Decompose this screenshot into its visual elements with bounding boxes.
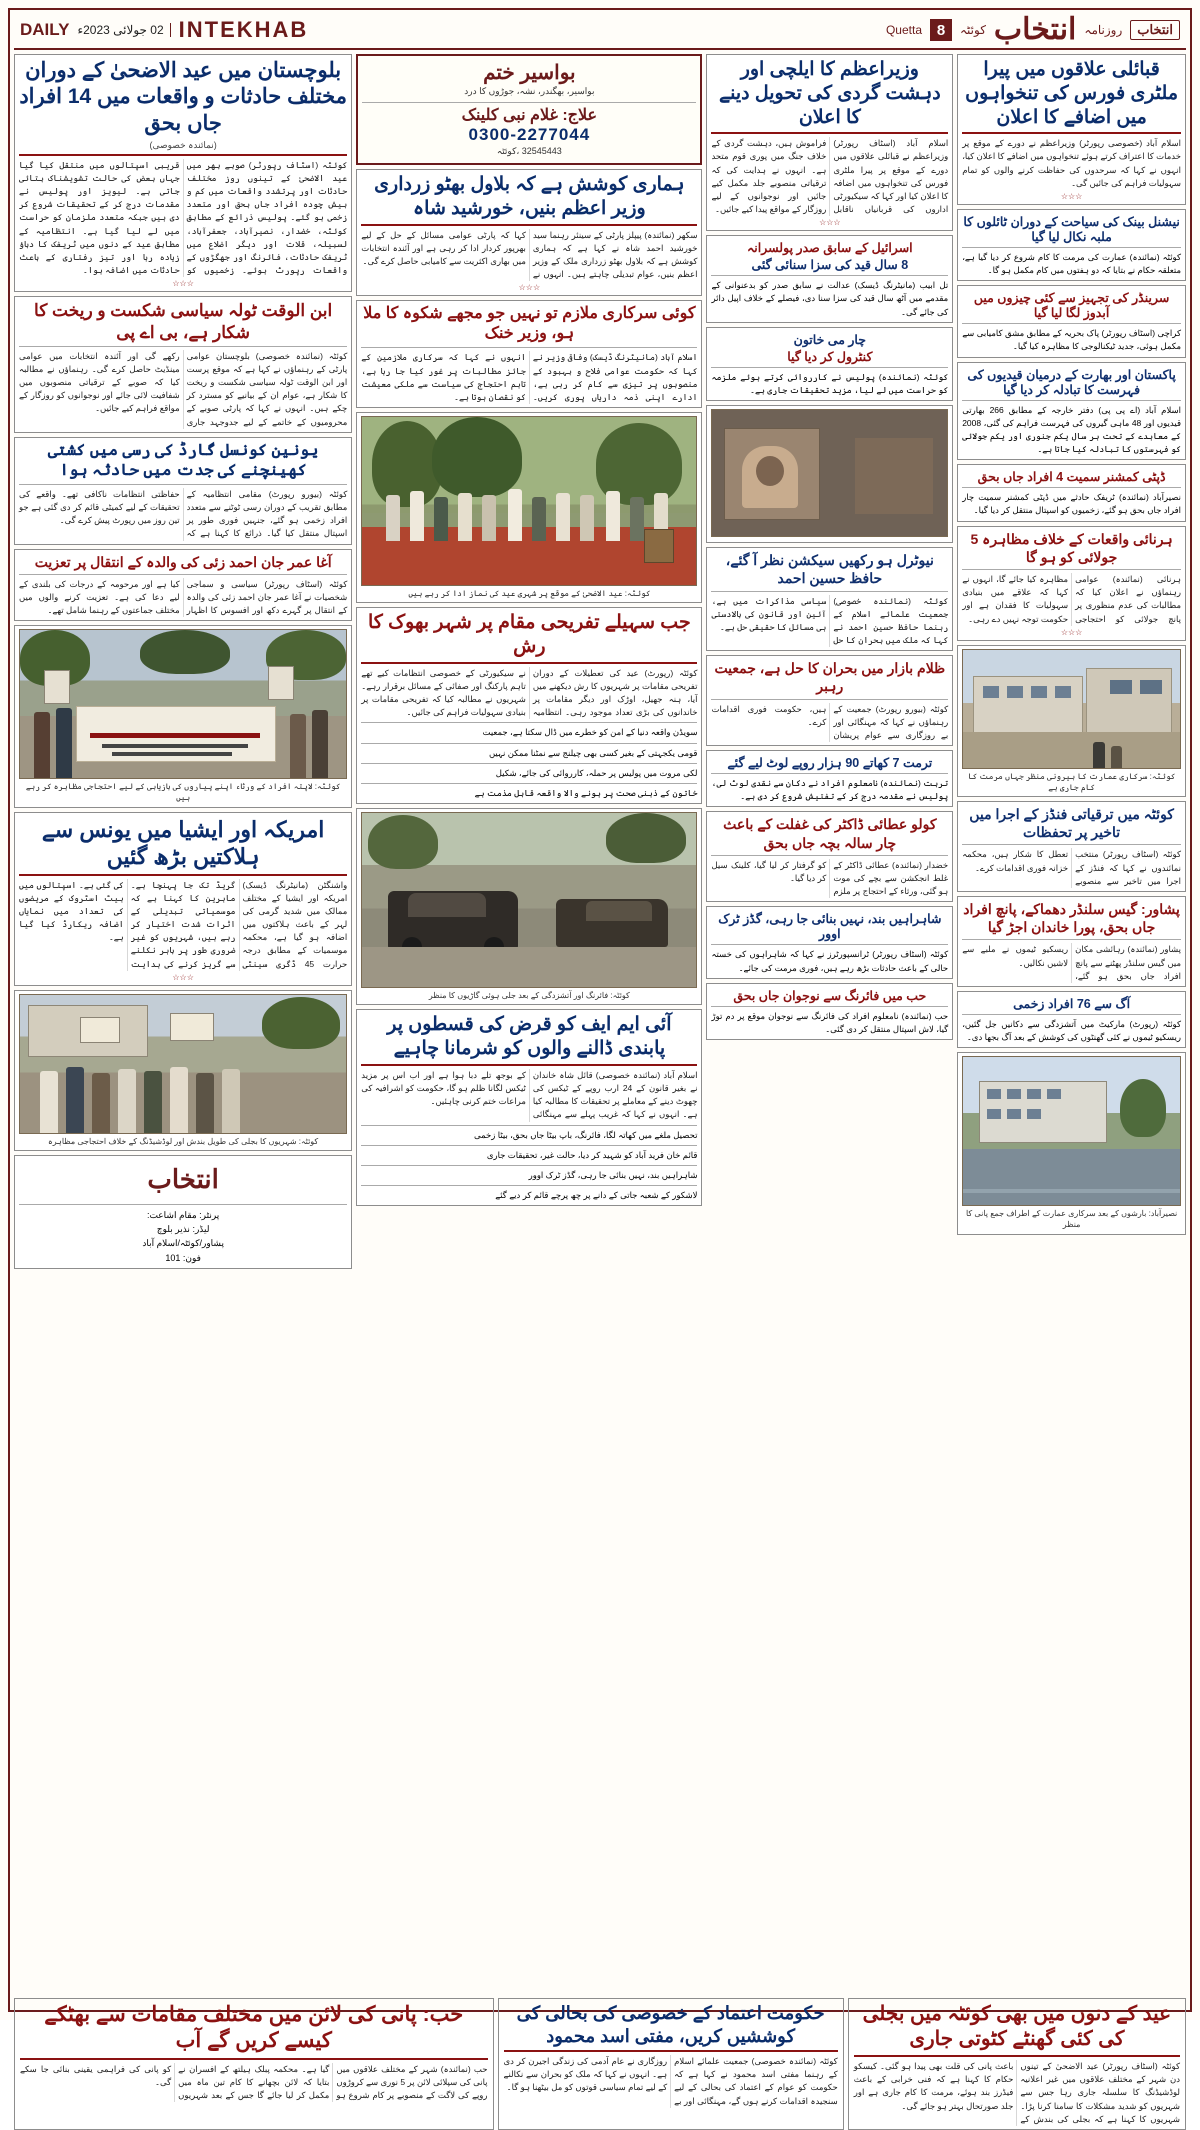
- article-c2-body: کوئٹہ (نمائندہ خصوصی) جمعیت علمائے اسلام کے رہنما حافظ حسین احمد نے کہا کہ ملک میں بحران کا حل سیاسی مذاکرات میں ہے، آئین اور قانون کی بالادستی ہی مسائل کا حقیقی حل ہے۔: [711, 595, 949, 646]
- article-b3-point-3: لکی مروت میں پولیس پر حملہ، کارروائی کی جائے، شکیل: [495, 767, 698, 778]
- article-a1-headline: بلوچستان میں عید الاضحیٰ کے دوران مختلف حادثات و واقعات میں 14 افراد جاں بحق: [19, 59, 347, 135]
- article-b1: [356, 169, 702, 296]
- photo-a1-caption: کوئٹہ: لاپتہ افراد کے ورثاء اپنے پیاروں کی بازیابی کے لیے احتجاجی مظاہرہ کر رہے ہیں: [25, 782, 341, 803]
- bottom-left-body: کوئٹہ (اسٹاف رپورٹر) عید الاضحیٰ کے تینوں دن شہر کے مختلف علاقوں میں غیر اعلانیہ لوڈشیڈنگ کا سلسلہ جاری رہا جس سے شہریوں کو شدید مشکلات کا سامنا کرنا پڑا۔ شہریوں کا کہنا ہے کہ بجلی کی بندش کے باعث پانی کی قلت بھی پیدا ہو گئی۔ کیسکو حکام کا کہنا ہے کہ فنی خرابی کے باعث فیڈرز بند ہوئے، مرمت کا کام جاری ہے اور جلد صورتحال بہتر ہو جائے گی۔: [853, 2061, 1180, 2124]
- endmark: ☆☆☆: [518, 283, 541, 293]
- ad-title: بواسیر ختم: [483, 62, 576, 84]
- bottom-article-middle: [498, 1998, 844, 2130]
- endmark: ☆☆☆: [1060, 627, 1083, 637]
- article-a4-body: کوئٹہ (اسٹاف رپورٹر) سیاسی و سماجی شخصیات نے آغا عمر جان احمد زئی کی والدہ کے انتقال پر گہرے دکھ اور افسوس کا اظہار کیا ہے اور مرحومہ کے درجات کی بلندی کے لیے دعا کی ہے۔ تعزیت کرنے والوں میں مختلف جماعتوں کے رہنما شامل تھے۔: [19, 578, 348, 616]
- masthead-logo: انتخاب: [1130, 20, 1180, 40]
- article-b4-point-3: شاہراہیں بند، نہیں بنائی جا رہی، گڈز ٹرک اوور: [528, 1169, 698, 1180]
- masthead-title-latin: INTEKHAB: [178, 17, 309, 42]
- bottom-left-headline: عید کے دنوں میں بھی کوئٹہ میں بجلی کی کئی گھنٹے کٹوتی جاری: [862, 2003, 1172, 2050]
- endmark: ☆☆☆: [172, 972, 194, 982]
- brief-c-2-subhead: کنٹرول کر دیا گیا: [787, 349, 873, 364]
- brief-c-1-subhead: 8 سال قید کی سزا سنائی گئی: [751, 258, 909, 273]
- article-a3: [14, 437, 352, 545]
- imprint-block: [14, 1155, 352, 1269]
- article-a1-body: کوئٹہ (اسٹاف رپورٹر) صوبے بھر میں عید الاضحیٰ کے تینوں روز مختلف حادثات اور پرتشدد واقعات میں کم و بیش چودہ افراد جاں بحق اور متعدد زخمی ہو گئے۔ پولیس ذرائع کے مطابق کوئٹہ، خضدار، نصیرآباد، جعفرآباد، لسبیلہ، قلات اور دیگر اضلاع میں ٹریفک حادثات، فائرنگ اور جھگڑوں کے واقعات رپورٹ ہوئے۔ زخمیوں کو قریبی اسپتالوں میں منتقل کیا گیا جہاں بعض کی حالت تشویشناک بتائی جاتی ہے۔ لیویز اور پولیس نے مقدمات درج کر کے تحقیقات شروع کر دی ہیں جبکہ متعدد ملزمان کو حراست میں لے لیا گیا ہے۔ انتظامیہ کے مطابق عید کے دنوں میں ٹریفک کا دباؤ زیادہ رہا اور تیز رفتاری کے باعث حادثات میں اضافہ ہوا۔: [19, 159, 348, 276]
- brief-d-4-body: نصیرآباد (نمائندہ) ٹریفک حادثے میں ڈپٹی کمشنر سمیت چار افراد جاں بحق ہو گئے، زخمیوں کو اسپتال منتقل کر دیا گیا۔: [962, 492, 1181, 516]
- article-a5-headline: امریکہ اور ایشیا میں یونس سے ہلاکتیں بڑھ گئیں: [41, 816, 325, 870]
- photo-a1-figure: [14, 625, 352, 807]
- brief-d-3-headline: پاکستان اور بھارت کے درمیان قیدیوں کی فہرست کا تبادلہ کر دیا گیا: [967, 367, 1176, 397]
- masthead-subtitle: روزنامہ: [1084, 23, 1123, 37]
- photo-b1-eid-prayer: [361, 416, 697, 586]
- article-d3: [957, 801, 1186, 892]
- ad-clinic-name: علاج: غلام نبی کلینک: [461, 106, 598, 124]
- article-b3-body: کوئٹہ (رپورٹ) عید کی تعطیلات کے دوران تفریحی مقامات پر شہریوں کا رش دیکھنے میں آیا، ہنہ جھیل، اوڑک اور دیگر مقامات پر خاندانوں کی بڑی تعداد موجود رہی۔ انتظامیہ نے سیکیورٹی کے خصوصی انتظامات کیے تھے تاہم پارکنگ اور صفائی کے مسائل برقرار رہے۔ شہریوں نے مطالبہ کیا کہ تفریحی مقامات پر بنیادی سہولیات فراہم کی جائیں۔: [361, 667, 698, 718]
- masthead: [14, 14, 1186, 50]
- article-b4-point-4: لاشکور کے شعبہ جاتی کے دانے پر چھ پرچے قائم کر دیے گئے: [495, 1190, 698, 1201]
- article-b4-point-2: قائم خان فرید آباد کو شہید کر دیا، حالت غیر، تحقیقات جاری: [486, 1149, 698, 1160]
- article-c7-headline: حب میں فائرنگ سے نوجوان جاں بحق: [733, 988, 927, 1003]
- photo-a2-caption: کوئٹہ: شہریوں کا بجلی کی طویل بندش اور لوڈشیڈنگ کے خلاف احتجاجی مظاہرہ: [48, 1136, 319, 1146]
- article-c1: [706, 54, 953, 231]
- article-b4-headline: آئی ایم ایف کو قرض کی قسطوں پر پابندی ڈالنے والوں کو شرمانا چاہیے: [387, 1014, 672, 1060]
- article-c6-body: کوئٹہ (اسٹاف رپورٹر) ٹرانسپورٹرز نے کہا کہ شاہراہوں کی خستہ حالی کے باعث حادثات بڑھ رہے ہیں، فوری مرمت کی جائے۔: [711, 949, 949, 973]
- article-c3: [706, 655, 953, 746]
- article-b3-point-2: قومی یکجہتی کے بغیر کسی بھی چیلنج سے نمٹنا ممکن نہیں: [488, 747, 698, 758]
- article-a3-headline: یونین کونسل گارڈ کی رسی میں کشتی کھینچنے کی جدت میں حادثہ ہوا: [47, 441, 319, 479]
- article-d4: [957, 896, 1186, 987]
- masthead-title-urdu: انتخاب: [993, 13, 1077, 46]
- brief-d-4-headline: ڈپٹی کمشنر سمیت 4 افراد جاں بحق: [977, 470, 1166, 485]
- brief-d-3: [957, 362, 1186, 461]
- brief-c-1-headline: اسرائیل کے سابق صدر پولسرانہ: [746, 241, 913, 256]
- ad-extra: 32545443 ،کوئٹہ: [496, 145, 562, 156]
- photo-d2-caption: نصیرآباد: بارشوں کے بعد سرکاری عمارت کے اطراف جمع پانی کا منظر: [965, 1209, 1178, 1230]
- article-a1-byline: (نمائندہ خصوصی): [149, 139, 217, 150]
- article-d1-headline: قبائلی علاقوں میں پیرا ملٹری فورس کی تنخواہوں میں اضافے کا اعلان: [965, 59, 1178, 128]
- article-b4-body: اسلام آباد (نمائندہ خصوصی) قائل شاہ خاندان نے بغیر قانون کے 24 ارب روپے کے ٹیکس کی چھوٹ دینے کے معاملے پر تحقیقات کا مطالبہ کیا ہے۔ انہوں نے کہا کہ غریب پہلے سے مہنگائی کے بوجھ تلے دبا ہوا ہے اور اب اس پر مزید ٹیکس لگانا ظلم ہو گا، حکومت کو اشرافیہ کی مراعات ختم کرنی چاہئیں۔: [361, 1069, 698, 1120]
- article-c6-headline: شاہراہیں بند، نہیں بنائی جا رہی، گڈز ٹرک اوور: [718, 912, 942, 942]
- article-d5-body: کوئٹہ (رپورٹ) مارکیٹ میں آتشزدگی سے دکانیں جل گئیں، ریسکیو ٹیموں نے کئی گھنٹوں کی کوشش کے بعد آگ بجھا دی۔: [962, 1018, 1181, 1043]
- article-c6: [706, 906, 953, 978]
- article-c2-headline: نیوٹرل ہو رکھیں سیکشن نظر آ گئے، حافظ حسین احمد: [725, 552, 934, 587]
- photo-d1-caption: کوئٹہ: سرکاری عمارت کا بیرونی منظر جہاں مرمت کا کام جاری ہے: [967, 771, 1176, 792]
- photo-b1-caption: کوئٹہ: عید الاضحیٰ کے موقع پر شہری عید کی نماز ادا کر رہے ہیں: [408, 589, 651, 599]
- brief-c-1: [706, 235, 953, 323]
- article-a5-body: واشنگٹن (مانیٹرنگ ڈیسک) امریکہ اور ایشیا کے مختلف ممالک میں شدید گرمی کی لہر کے باعث ہلاکتوں میں اضافہ ہو گیا ہے، محکمہ موسمیات کے مطابق درجہ حرارت 45 ڈگری سینٹی گریڈ تک جا پہنچا ہے۔ ماہرین کا کہنا ہے کہ موسمیاتی تبدیلی کے اثرات شدت اختیار کر رہے ہیں، شہریوں کو غیر ضروری طور پر باہر نکلنے سے گریز کرنے کی ہدایت کی گئی ہے۔ اسپتالوں میں ہیٹ اسٹروک کے مریضوں کی تعداد میں نمایاں اضافہ ریکارڈ کیا گیا ہے۔: [19, 879, 348, 969]
- photo-b1-figure: [356, 412, 702, 603]
- brief-d-3-body: اسلام آباد (اے پی پی) دفتر خارجہ کے مطابق 266 بھارتی قیدیوں اور 48 ماہی گیروں کی فہرست فراہم کی گئی، 2008 کے معاہدے کے تحت ہر سال یکم جنوری اور یکم جولائی کو فہرستوں کا تبادلہ کیا جاتا ہے۔: [962, 404, 1182, 455]
- article-b4: [356, 1009, 702, 1206]
- article-c7: [706, 983, 953, 1040]
- article-b1-body: سکھر (نمائندہ) پیپلز پارٹی کے سینئر رہنما سید خورشید احمد شاہ نے کہا ہے کہ ہماری کوشش ہے کہ بلاول بھٹو زرداری ملک کے وزیر اعظم بنیں، عوام تبدیلی چاہتے ہیں۔ انہوں نے کہا کہ پارٹی عوامی مسائل کے حل کے لیے بھرپور کردار ادا کر رہی ہے اور آئندہ انتخابات میں بھاری اکثریت سے کامیابی حاصل کرے گی۔: [361, 229, 698, 280]
- article-b3: [356, 607, 702, 804]
- article-c2: [706, 547, 953, 651]
- article-a2-body: کوئٹہ (نمائندہ خصوصی) بلوچستان عوامی پارٹی کے رہنماؤں نے کہا ہے کہ موقع پرست اور ابن الوقت ٹولہ سیاسی شکست و ریخت کا شکار ہے، عوام ان کے بیانیے کو مسترد کر چکے ہیں۔ انہوں نے کہا کہ پارٹی صوبے کے محرومیوں کے خاتمے کے لیے جدوجہد جاری رکھے گی اور آئندہ انتخابات میں عوامی مینڈیٹ حاصل کرے گی۔ رہنماؤں نے مطالبہ کیا کہ صوبے کے ترقیاتی منصوبوں میں شفافیت لائی جائے اور نوجوانوں کو روزگار کے مواقع فراہم کیے جائیں۔: [19, 350, 348, 427]
- article-b3-point-1: سویڈن واقعہ دنیا کے امن کو خطرے میں ڈال سکتا ہے، جمعیت: [482, 727, 698, 738]
- photo-d2: [962, 1056, 1181, 1206]
- bottom-strip: [14, 1998, 1186, 2130]
- article-d3-body: کوئٹہ (اسٹاف رپورٹر) منتخب نمائندوں نے کہا کہ فنڈز کے اجرا میں تاخیر سے منصوبے تعطل کا شکار ہیں، محکمہ خزانہ فوری اقدامات کرے۔: [962, 849, 1181, 886]
- masthead-left: [20, 17, 308, 43]
- article-a4-headline: آغا عمر جان احمد زئی کی والدہ کے انتقال پر تعزیت: [34, 553, 332, 570]
- column-right: [957, 54, 1186, 1994]
- article-d4-body: پشاور (نمائندہ) رہائشی مکان میں گیس سلنڈر پھٹنے سے پانچ افراد جاں بحق ہو گئے، ریسکیو ٹیموں نے ملبے سے لاشیں نکالیں۔: [962, 944, 1181, 981]
- photo-b2-burnt-cars: [361, 812, 697, 988]
- masthead-date: 02 جولائی 2023ء: [77, 23, 170, 37]
- imprint-line-4: فون: 101: [165, 1252, 201, 1263]
- imprint-logo: انتخاب: [147, 1163, 219, 1194]
- page-number-badge: 8: [930, 19, 952, 41]
- photo-a2-figure: [14, 990, 352, 1151]
- imprint-line-3: پشاور/کوئٹہ/اسلام آباد: [142, 1238, 224, 1249]
- brief-d-1: [957, 209, 1186, 281]
- endmark: ☆☆☆: [1060, 191, 1083, 201]
- article-a2-headline: ابن الوقت ٹولہ سیاسی شکست و ریخت کا شکار ہے، بی اے پی: [34, 301, 333, 342]
- brief-d-2: [957, 285, 1186, 357]
- article-a2: [14, 296, 352, 433]
- column-center-right: [706, 54, 953, 1994]
- article-d1-body: اسلام آباد (خصوصی رپورٹر) وزیراعظم نے دورے کے موقع پر خدمات کا اعتراف کرتے ہوئے تنخواہوں میں اضافے کا اعلان کیا، انہوں نے کہا کہ سرحدوں کی حفاظت کرنے والوں کو تمام سہولیات فراہم کی جائیں گی۔: [962, 138, 1181, 188]
- article-c5-headline: کولو عطائی ڈاکٹر کی غفلت کے باعث چار سالہ بچہ جاں بحق: [723, 816, 937, 851]
- photo-b2-caption: کوئٹہ: فائرنگ اور آتشزدگی کے بعد جلی ہوئی گاڑیوں کا منظر: [428, 991, 630, 1001]
- article-a4: [14, 549, 352, 622]
- brief-c-2-body: کوئٹہ (نمائندہ) پولیس نے کارروائی کرتے ہوئے ملزمہ کو حراست میں لے لیا، مزید تحقیقات جاری ہے۔: [711, 371, 949, 395]
- advertisement-clinic: [356, 54, 702, 165]
- article-a5: [14, 812, 352, 986]
- article-c3-body: کوئٹہ (بیورو رپورٹ) جمعیت کے رہنماؤں نے کہا کہ مہنگائی اور بے روزگاری سے عوام پریشان ہیں، حکومت فوری اقدامات کرے۔: [711, 703, 949, 740]
- article-d1: [957, 54, 1186, 205]
- article-c5-body: خضدار (نمائندہ) عطائی ڈاکٹر کے غلط انجکشن سے بچے کی موت ہو گئی، ورثاء کے احتجاج پر ملزم کو گرفتار کر لیا گیا، کلینک سیل کر دیا گیا۔: [711, 859, 949, 897]
- photo-b2-figure: [356, 808, 702, 1005]
- article-c4-headline: ترمت 7 کھاتے 90 ہزار روپے لوٹ لیے گئے: [727, 756, 933, 771]
- brief-d-2-headline: سرینڈر کی تجہیز سے کئی چیزوں میں آبدوز لگا لیا گیا: [973, 291, 1170, 321]
- article-d2: [957, 526, 1186, 641]
- article-d2-headline: ہرنائی واقعات کے خلاف مظاہرہ 5 جولائی کو ہو گا: [970, 530, 1173, 565]
- photo-c1: [711, 409, 948, 537]
- article-d5: [957, 991, 1186, 1048]
- article-c1-headline: وزیراعظم کا ایلچی اور دہشت گردی کی تحویل دینے کا اعلان: [718, 59, 941, 128]
- column-center-left: [356, 54, 702, 1994]
- article-b4-point-1: تحصیل ملغے میں کھاتہ لگا، فائرنگ، باپ بیٹا جاں بحق، بیٹا زخمی: [474, 1129, 698, 1140]
- photo-a2-protest: [19, 994, 347, 1134]
- article-b2: [356, 300, 702, 408]
- masthead-city-latin: Quetta: [885, 23, 922, 37]
- brief-d-1-body: کوئٹہ (نمائندہ) عمارت کی مرمت کا کام شروع کر دیا گیا ہے، متعلقہ حکام نے بتایا کہ دو ہفتوں میں کام مکمل ہو گا۔: [962, 251, 1181, 276]
- article-a3-body: کوئٹہ (بیورو رپورٹ) مقامی انتظامیہ کے مطابق تقریب کے دوران رسی ٹوٹنے سے متعدد افراد زخمی ہو گئے، جنہیں فوری طور پر اسپتال منتقل کیا گیا۔ ذرائع کا کہنا ہے کہ حفاظتی انتظامات ناکافی تھے۔ واقعے کی تحقیقات کے لیے کمیٹی قائم کر دی گئی ہے جو تین روز میں رپورٹ پیش کرے گی۔: [19, 488, 348, 539]
- article-b1-headline: ہماری کوشش ہے کہ بلاول بھٹو زرداری وزیر اعظم بنیں، خورشید شاہ: [374, 174, 685, 219]
- photo-c1-figure: [706, 405, 953, 543]
- column-left: [14, 54, 352, 1994]
- page-frame: [8, 8, 1192, 2124]
- bottom-middle-headline: حکومت اعتماد کے خصوصی کی بحالی کی کوششیں کریں، مفتی اسد محمود: [516, 2003, 825, 2046]
- bottom-article-right: [14, 1998, 494, 2130]
- masthead-daily-label: DAILY: [20, 20, 70, 39]
- imprint-line-1: پرنٹر: مقام اشاعت:: [146, 1209, 220, 1220]
- article-b3-point-4: خاتون کے ذہنی صحت پر ہونے والا واقعہ قابل مذمت ہے: [474, 787, 698, 798]
- article-c4: [706, 750, 953, 807]
- photo-a1-protest: [19, 629, 347, 779]
- photo-d1: [962, 649, 1181, 769]
- photo-d1-figure: [957, 645, 1186, 797]
- article-d2-body: ہرنائی (نمائندہ) عوامی رہنماؤں نے اعلان کیا کہ مطالبات کی عدم منظوری پر پانچ جولائی کو احتجاجی مظاہرہ کیا جائے گا، انہوں نے کہا کہ علاقے میں بنیادی سہولیات کا فقدان ہے اور حکومت توجہ نہیں دے رہی۔: [962, 574, 1181, 624]
- photo-c1-caption: [711, 537, 948, 539]
- masthead-city-urdu: کوئٹہ: [960, 23, 986, 37]
- bottom-right-body: حب (نمائندہ) شہر کے مختلف علاقوں میں پانی کی سپلائی لائن پر 5 نوری سے کروڑوں روپے کی لاگت کے منصوبے پر کام شروع ہو گیا ہے۔ محکمہ پبلک ہیلتھ کے افسران نے بتایا کہ لائن بچھانے کا کام تین ماہ میں مکمل کر لیا جائے گا جس کے بعد شہریوں کو پانی کی فراہمی یقینی بنائی جا سکے گی۔: [20, 2063, 488, 2100]
- photo-d2-figure: [957, 1052, 1186, 1234]
- article-d4-headline: پشاور: گیس سلنڈر دھماکے، پانچ افراد جاں بحق، پورا خاندان اجڑ گیا: [963, 900, 1180, 936]
- article-d3-headline: کوئٹہ میں ترقیاتی فنڈز کے اجرا میں تاخیر پر تحفظات: [969, 806, 1174, 841]
- ad-phone[interactable]: 0300-2277044: [468, 124, 591, 144]
- brief-d-1-headline: نیشنل بینک کی سیاحت کے دوران ٹائلوں کا ملبہ نکال لیا گیا: [963, 214, 1180, 244]
- bottom-middle-body: کوئٹہ (نمائندہ خصوصی) جمعیت علمائے اسلام کے رہنما مفتی اسد محمود نے کہا ہے کہ حکومت کو عوام کے اعتماد کی بحالی کے لیے سنجیدہ اقدامات کرنے ہوں گے، مہنگائی اور بے روزگاری نے عام آدمی کی زندگی اجیرن کر دی ہے۔ انہوں نے کہا کہ ملک کو بحران سے نکالنے کے لیے تمام سیاسی قوتوں کو مل بیٹھنا ہو گا۔: [503, 2056, 838, 2106]
- article-d5-headline: آگ سے 76 افراد زخمی: [1013, 996, 1131, 1011]
- imprint-line-2: لیڈر: نذیر بلوچ: [156, 1223, 210, 1234]
- bottom-right-headline: حب: پانی کی لائن میں مختلف مقامات سے بھٹکے کیسے کریں گے آب: [44, 2003, 464, 2053]
- article-a1-lead: [14, 54, 352, 292]
- brief-c-1-body: تل ابیب (مانیٹرنگ ڈیسک) عدالت نے سابق صدر کو بدعنوانی کے مقدمے میں آٹھ سال قید کی سزا سنا دی، فیصلے کے خلاف اپیل دائر کی جائے گی۔: [711, 280, 949, 317]
- content-columns: [14, 54, 1186, 1994]
- article-b2-body: اسلام آباد (مانیٹرنگ ڈیسک) وفاقی وزیر نے کہا کہ حکومت عوامی فلاح و بہبود کے منصوبوں پر تیزی سے کام کر رہی ہے، ادارے اپنی ذمہ داریاں پوری کریں۔ انہوں نے کہا کہ سرکاری ملازمین کے جائز مطالبات پر غور کیا جا رہا ہے، تاہم احتجاج کی سیاست سے ملکی معیشت کو نقصان ہوتا ہے۔: [361, 352, 698, 402]
- article-c3-headline: ظلام بازار میں بحران کا حل ہے، جمعیت رہبر: [714, 660, 946, 695]
- article-b2-headline: کوئی سرکاری ملازم تو نہیں جو مجھے شکوہ کا ملا ہو، وزیر خنک: [363, 305, 696, 343]
- article-c4-body: تربت (نمائندہ) نامعلوم افراد نے دکان سے نقدی لوٹ لی، پولیس نے مقدمہ درج کر کے تفتیش شروع کر دی ہے۔: [711, 778, 949, 802]
- brief-d-2-body: کراچی (اسٹاف رپورٹر) پاک بحریہ کے مطابق مشق کامیابی سے مکمل ہوئی، جدید ٹیکنالوجی کا مظاہرہ کیا گیا۔: [962, 328, 1181, 352]
- ad-subtitle: بواسیر، بھگندر، نشہ، جوڑوں کا درد: [464, 86, 595, 96]
- endmark: ☆☆☆: [172, 279, 194, 289]
- article-c5: [706, 811, 953, 902]
- article-c1-body: اسلام آباد (اسٹاف رپورٹر) وزیراعظم نے قبائلی علاقوں میں دورے کے موقع پر پیرا ملٹری فورس کی تنخواہوں میں اضافہ کا اعلان کیا اور کہا کہ سیکیورٹی اداروں کی قربانیاں ناقابل فراموش ہیں، دہشت گردی کے خلاف جنگ میں پوری قوم متحد ہے۔ انہوں نے ہدایت کی کہ ترقیاتی منصوبے جلد مکمل کیے جائیں اور نوجوانوں کے لیے روزگار کے مواقع پیدا کیے جائیں۔: [711, 138, 949, 215]
- brief-c-2-headline: چار می خاتون: [793, 332, 866, 347]
- bottom-article-left: [848, 1998, 1186, 2130]
- article-c7-body: حب (نمائندہ) نامعلوم افراد کی فائرنگ سے نوجوان موقع پر دم توڑ گیا، لاش اسپتال منتقل کر دی گئی۔: [711, 1010, 949, 1034]
- brief-d-4: [957, 464, 1186, 521]
- brief-c-2: [706, 327, 953, 401]
- article-b3-headline: جب سہیلے تفریحی مقام پر شہر بھوک کا رش: [368, 612, 691, 657]
- endmark: ☆☆☆: [819, 218, 841, 228]
- masthead-right: [886, 15, 1180, 45]
